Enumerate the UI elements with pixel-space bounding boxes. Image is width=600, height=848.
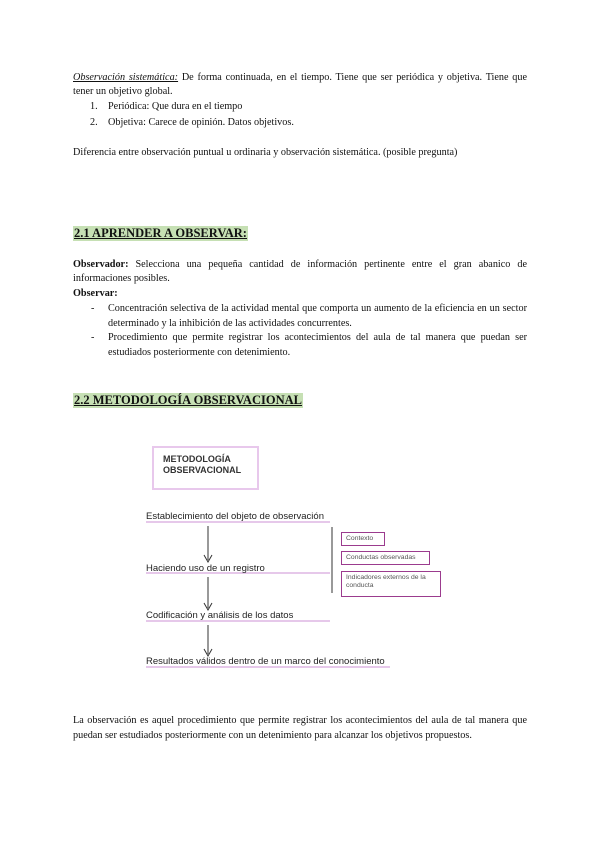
bullet-dash: -: [91, 332, 95, 343]
observador-term: Observador:: [73, 259, 129, 270]
side-box-contexto: Contexto: [341, 532, 385, 546]
intro-term: Observación sistemática:: [73, 72, 179, 83]
section-heading-2-1: 2.1 APRENDER A OBSERVAR:: [74, 226, 247, 240]
diagram-step: Codificación y análisis de los datos: [146, 610, 294, 621]
bullet-item: Procedimiento que permite registrar los acontecimientos del aula de tal manera que puedan ser estudiados posteriormente con detenimiento.: [108, 332, 527, 358]
list-number: 2.: [90, 117, 98, 128]
diagram-title-line1: METODOLOGÍA: [163, 454, 231, 464]
section-heading-2-2: 2.2 METODOLOGÍA OBSERVACIONAL: [74, 393, 302, 407]
note-paragraph: Diferencia entre observación puntual u ordinaria y observación sistemática. (posible pregunta): [73, 147, 458, 158]
diagram-title-line2: OBSERVACIONAL: [163, 465, 242, 475]
diagram-step: Haciendo uso de un registro: [146, 563, 265, 574]
list-number: 1.: [90, 101, 98, 112]
list-item: Objetiva: Carece de opinión. Datos objetivos.: [108, 117, 294, 128]
side-box-conductas: Conductas observadas: [341, 551, 430, 565]
bullet-dash: -: [91, 303, 95, 314]
side-box-indicadores: Indicadores externos de la conducta: [341, 571, 441, 597]
intro-text: De forma continuada, en el tiempo. Tiene que ser periódica y objetiva. Tiene que tener un objetivo global.: [73, 72, 527, 97]
observador-text: Selecciona una pequeña cantidad de información pertinente entre el gran abanico de informaciones posibles.: [73, 259, 527, 284]
list-item: Periódica: Que dura en el tiempo: [108, 101, 243, 112]
diagram-step: Resultados válidos dentro de un marco del conocimiento: [146, 656, 385, 667]
closing-paragraph: La observación es aquel procedimiento que permite registrar los acontecimientos del aula de tal manera que puedan ser estudiados posteriormente con un detenimiento para alcanzar los objetivos propuestos.: [73, 715, 527, 741]
diagram-step: Establecimiento del objeto de observación: [146, 511, 324, 522]
observar-term: Observar:: [73, 288, 118, 299]
bullet-item: Concentración selectiva de la actividad mental que comporta un aumento de la eficiencia en un sector determinado y la inhibición de las actividades concurrentes.: [108, 303, 527, 329]
